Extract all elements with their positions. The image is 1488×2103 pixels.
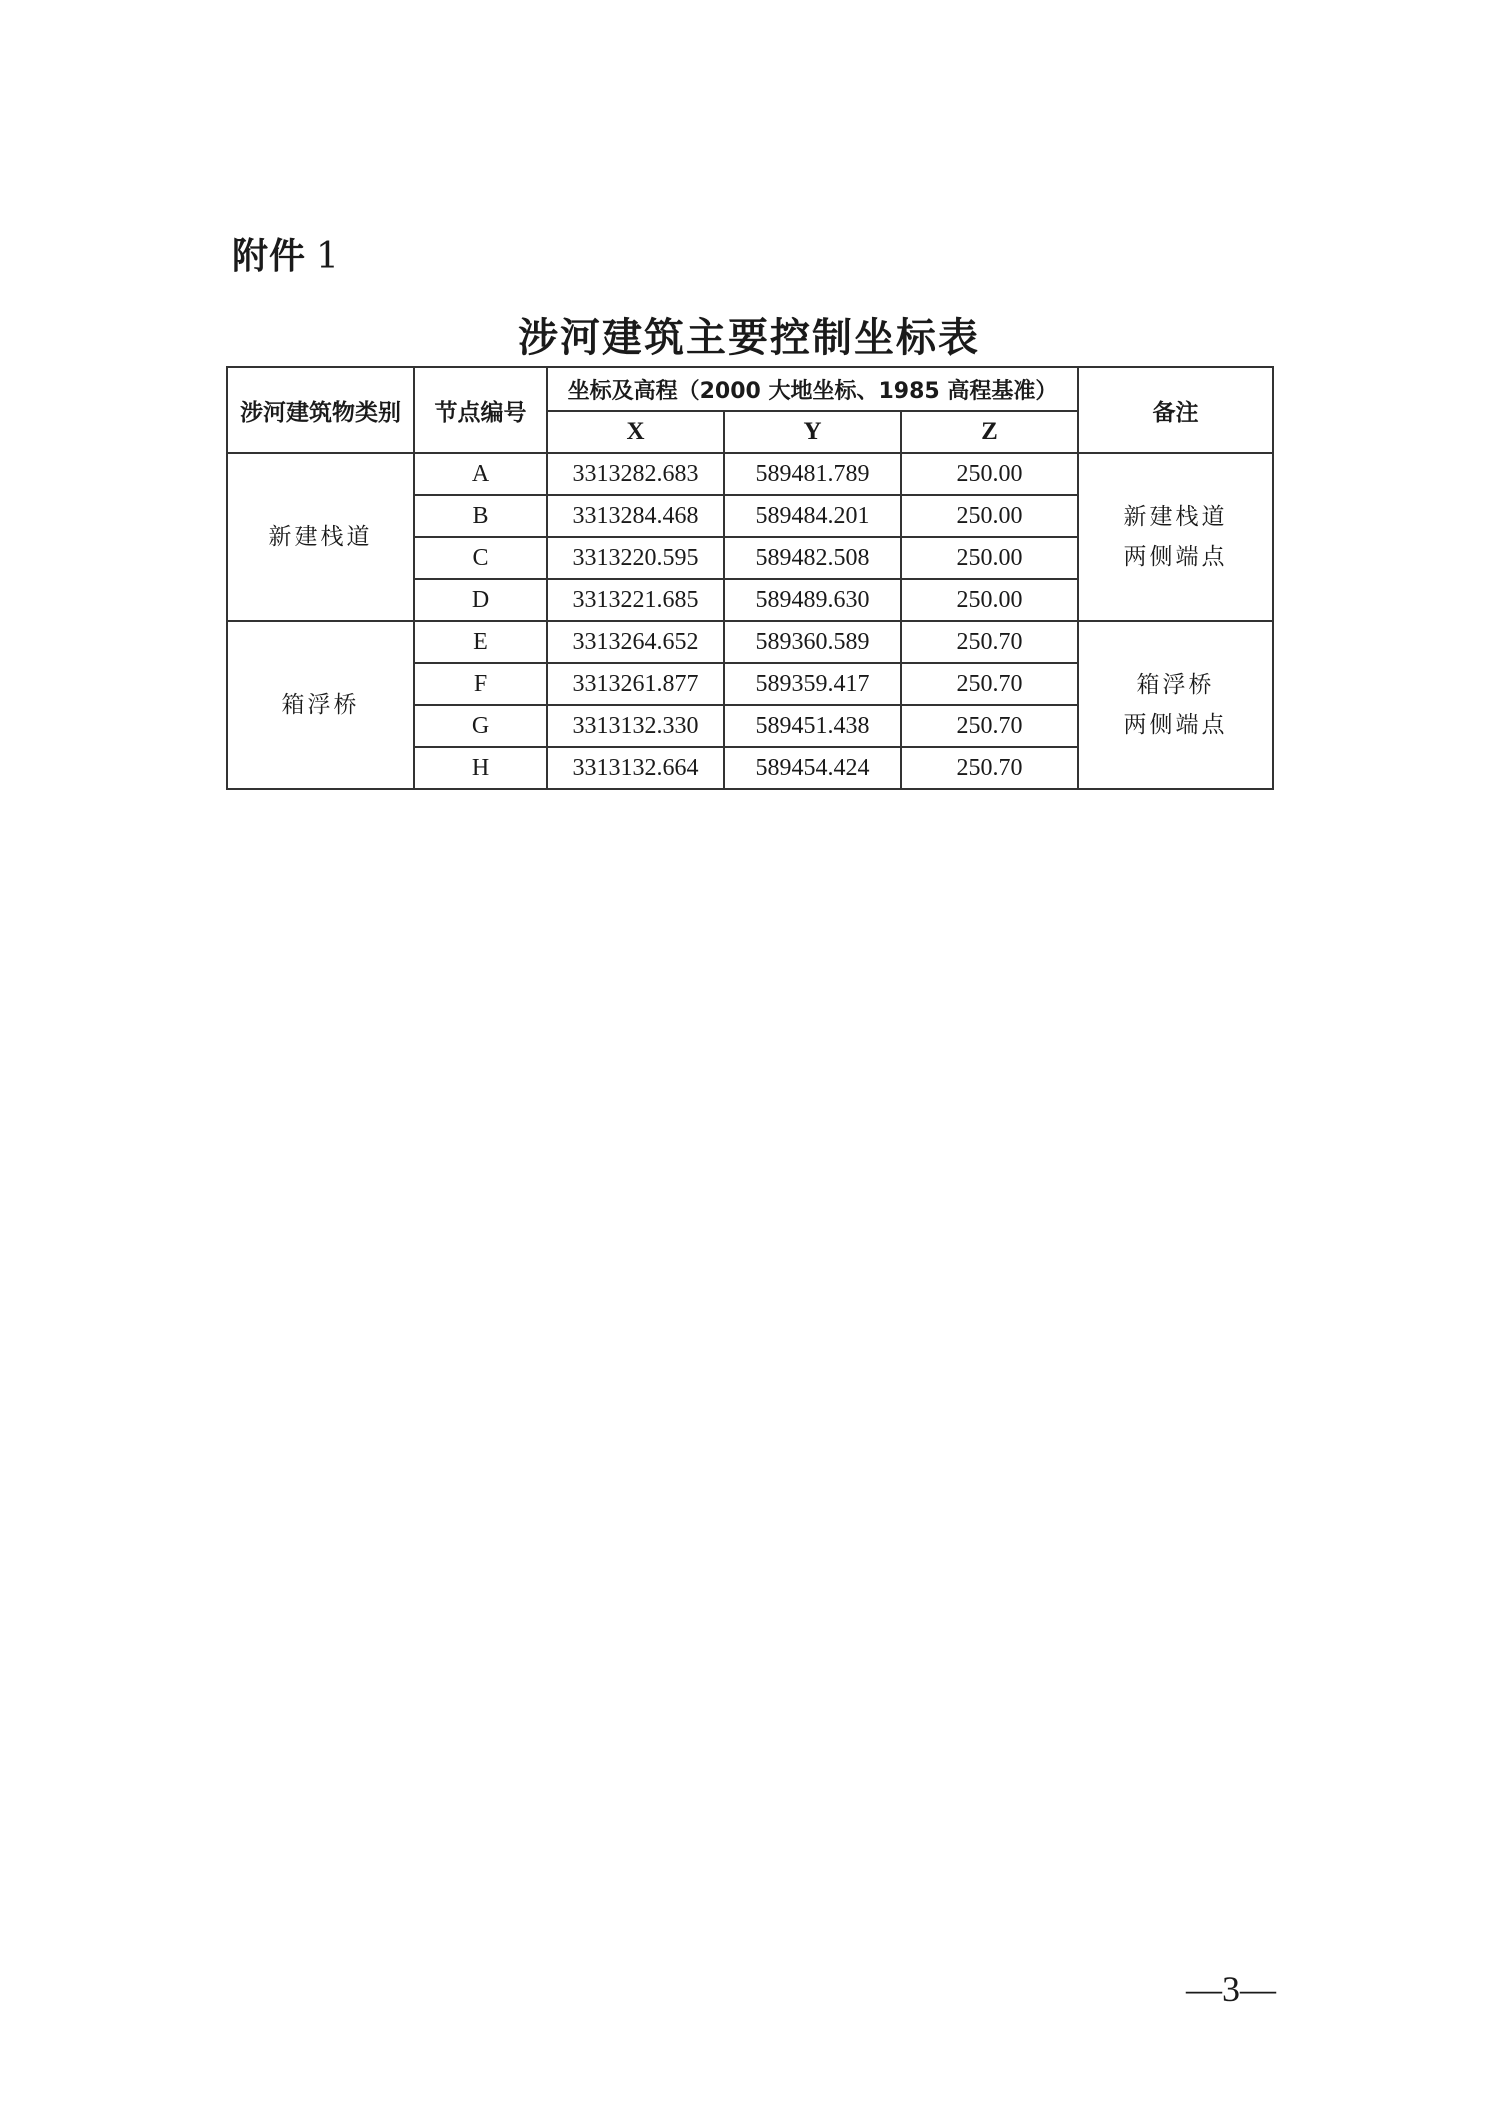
- remark-line: 新建栈道: [1123, 504, 1228, 530]
- node-cell: D: [414, 579, 547, 621]
- table-row: [227, 453, 1273, 495]
- attachment-label: [232, 228, 340, 279]
- z-cell: 250.70: [901, 621, 1078, 663]
- header-remark: 备注: [1078, 367, 1273, 453]
- remark-cell: [1078, 621, 1273, 789]
- node-cell: A: [414, 453, 547, 495]
- x-cell: 3313132.330: [547, 705, 724, 747]
- header-node: 节点编号: [414, 367, 547, 453]
- x-cell: 3313282.683: [547, 453, 724, 495]
- node-cell: H: [414, 747, 547, 789]
- y-cell: 589484.201: [724, 495, 901, 537]
- header-z: Z: [901, 411, 1078, 453]
- y-cell: 589359.417: [724, 663, 901, 705]
- remark-line: 箱浮桥: [1136, 672, 1215, 698]
- attachment-number: 1: [316, 236, 340, 277]
- z-cell: 250.00: [901, 495, 1078, 537]
- attachment-label-text: 附件: [232, 236, 307, 277]
- y-cell: 589454.424: [724, 747, 901, 789]
- header-y: Y: [724, 411, 901, 453]
- y-cell: 589482.508: [724, 537, 901, 579]
- y-cell: 589451.438: [724, 705, 901, 747]
- node-cell: E: [414, 621, 547, 663]
- remark-cell: [1078, 453, 1273, 621]
- remark-line: 两侧端点: [1123, 544, 1228, 570]
- z-cell: 250.70: [901, 747, 1078, 789]
- table-row: [227, 621, 1273, 663]
- z-cell: 250.70: [901, 705, 1078, 747]
- header-x: X: [547, 411, 724, 453]
- category-cell: 箱浮桥: [227, 621, 414, 789]
- coordinate-table: [226, 366, 1274, 790]
- x-cell: 3313221.685: [547, 579, 724, 621]
- y-cell: 589489.630: [724, 579, 901, 621]
- node-cell: F: [414, 663, 547, 705]
- node-cell: G: [414, 705, 547, 747]
- z-cell: 250.00: [901, 579, 1078, 621]
- x-cell: 3313284.468: [547, 495, 724, 537]
- node-cell: C: [414, 537, 547, 579]
- header-category: 涉河建筑物类别: [227, 367, 414, 453]
- z-cell: 250.00: [901, 453, 1078, 495]
- remark-line: 两侧端点: [1123, 712, 1228, 738]
- category-cell: 新建栈道: [227, 453, 414, 621]
- node-cell: B: [414, 495, 547, 537]
- x-cell: 3313132.664: [547, 747, 724, 789]
- table-title: 涉河建筑主要控制坐标表: [518, 314, 980, 361]
- header-row: [227, 367, 1273, 411]
- z-cell: 250.70: [901, 663, 1078, 705]
- x-cell: 3313261.877: [547, 663, 724, 705]
- y-cell: 589481.789: [724, 453, 901, 495]
- z-cell: 250.00: [901, 537, 1078, 579]
- y-cell: 589360.589: [724, 621, 901, 663]
- x-cell: 3313220.595: [547, 537, 724, 579]
- page-number: —3—: [1186, 1969, 1276, 2009]
- x-cell: 3313264.652: [547, 621, 724, 663]
- header-coordinate-group: 坐标及高程（2000 大地坐标、1985 高程基准）: [547, 367, 1078, 411]
